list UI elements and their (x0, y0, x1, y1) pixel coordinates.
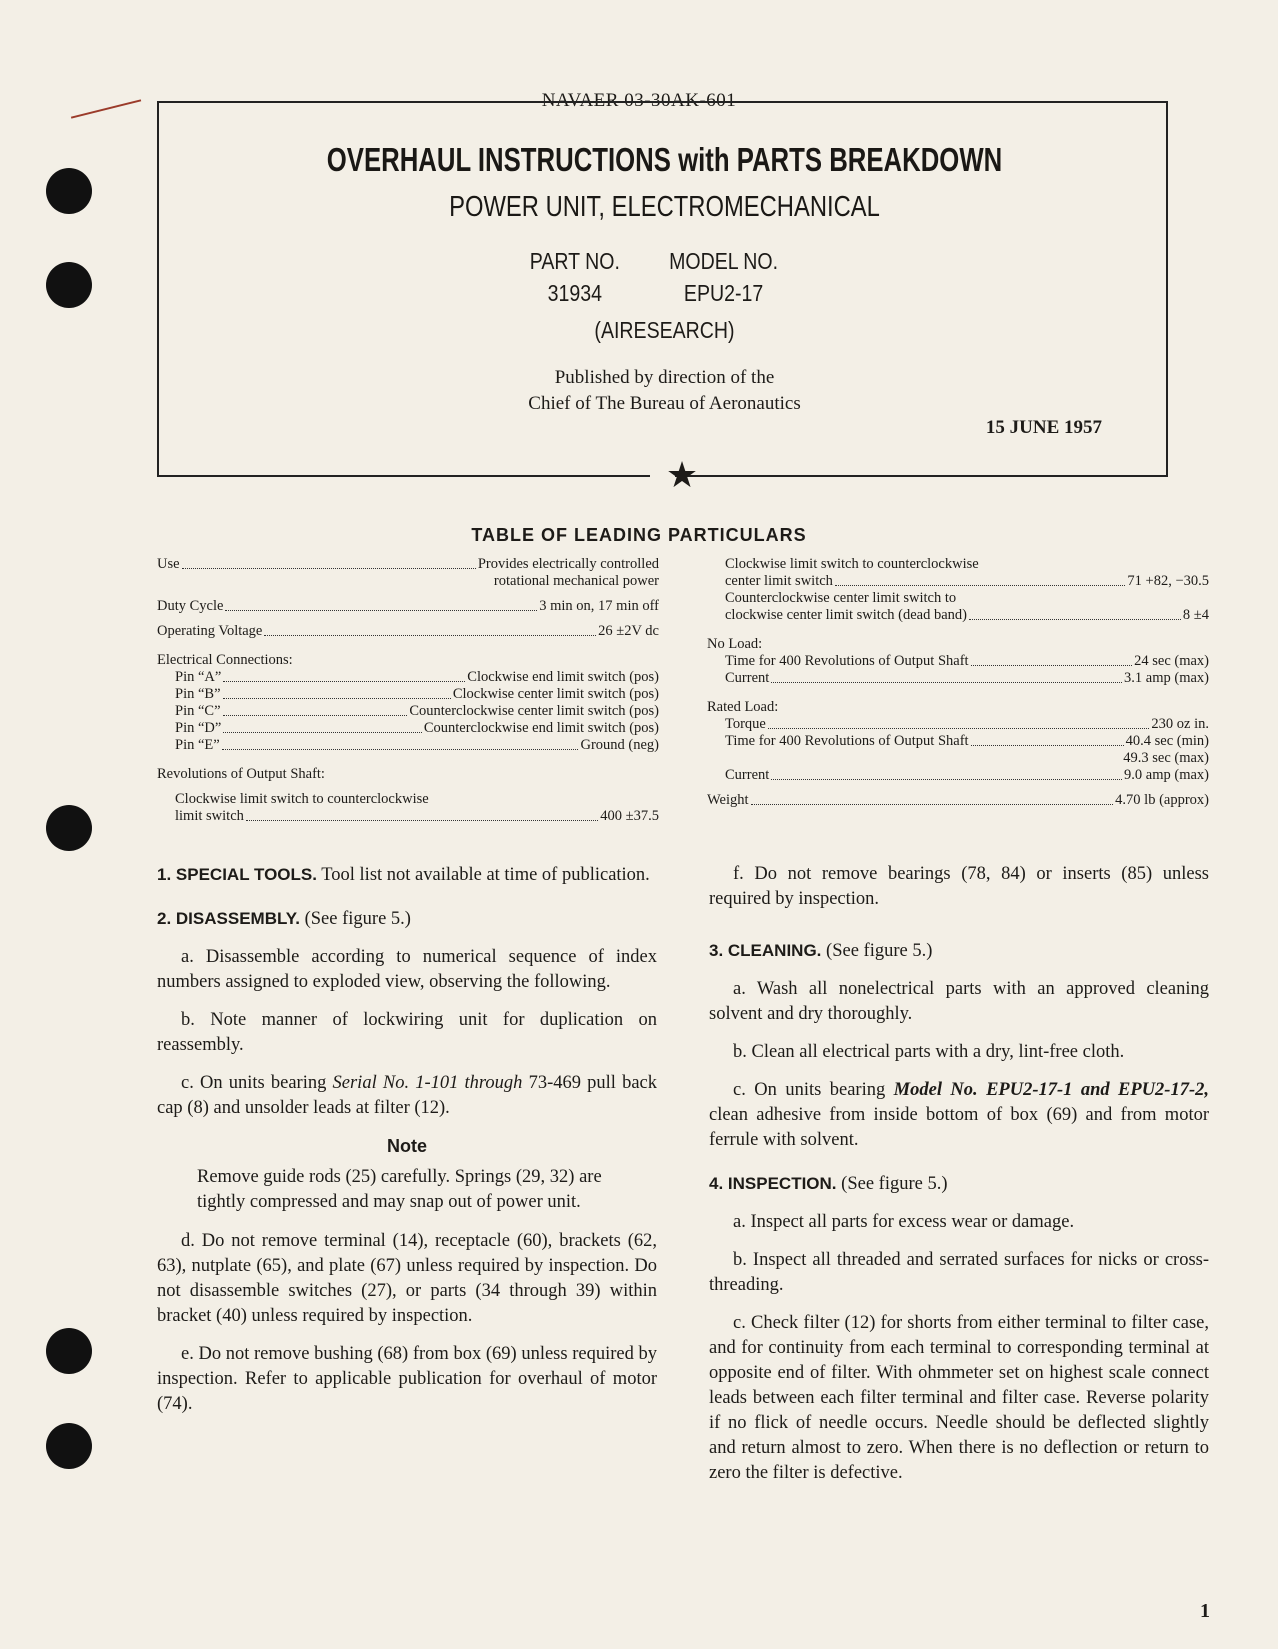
particulars-row (707, 767, 1209, 784)
section-2-heading: 2. DISASSEMBLY. (157, 909, 300, 928)
leader-dots (751, 804, 1114, 805)
particulars-value: Clockwise center limit switch (pos) (452, 686, 659, 702)
leader-dots (222, 749, 579, 750)
paragraph-3c-pre: c. On units bearing (733, 1080, 886, 1100)
leader-dots (835, 585, 1125, 586)
particulars-value: 3 min on, 17 min off (539, 598, 659, 614)
text-column-left (157, 862, 657, 1430)
text-column-right (709, 862, 1209, 1499)
model-label: MODEL NO. (669, 248, 779, 274)
paragraph-3a: a. Wash all nonelectrical parts with an approved cleaning solvent and dry thoroughly. (709, 979, 1209, 1024)
particulars-value-continued: rotational mechanical power (493, 573, 659, 589)
particulars-label: Weight (707, 792, 749, 808)
paragraph-3c-italic: Model No. EPU2-17-1 and EPU2-17-2, (893, 1080, 1209, 1100)
rule-left (157, 475, 650, 477)
particulars-label: Pin “B” (175, 686, 221, 702)
particulars-row (707, 607, 1209, 624)
section-1-text: Tool list not available at time of publication. (321, 865, 650, 885)
particulars-group-heading: Electrical Connections: (157, 652, 293, 668)
particulars-row (157, 737, 659, 754)
paragraph-3c (709, 1078, 1209, 1153)
paragraph-2a: a. Disassemble according to numerical sequence of index numbers assigned to exploded view, observing the following. (157, 947, 657, 992)
subtitle: POWER UNIT, ELECTROMECHANICAL (449, 191, 880, 223)
particulars-label: Pin “A” (175, 669, 222, 685)
particulars-text-line: Clockwise limit switch to counterclockwise (725, 556, 979, 572)
particulars-value: 71 +82, −30.5 (1127, 573, 1209, 589)
particulars-value: Clockwise end limit switch (pos) (467, 669, 659, 685)
leader-dots (971, 665, 1133, 666)
particulars-value: 26 ±2V dc (598, 623, 659, 639)
section-4-ref: (See figure 5.) (841, 1174, 948, 1194)
paragraph-3c-post: clean adhesive from inside bottom of box (69) and from motor ferrule with solvent. (709, 1105, 1209, 1150)
particulars-row (707, 670, 1209, 687)
paragraph-4a: a. Inspect all parts for excess wear or damage. (733, 1212, 1075, 1232)
paragraph-2b: b. Note manner of lockwiring unit for duplication on reassembly. (157, 1010, 657, 1055)
leader-dots (182, 568, 476, 569)
paragraph-2c (157, 1071, 657, 1121)
punch-hole-5 (46, 1423, 92, 1469)
note-text: Remove guide rods (25) carefully. Springs (29, 32) are tightly compressed and may snap out of power unit. (197, 1167, 602, 1212)
particulars-label: Pin “C” (175, 703, 221, 719)
model-value: EPU2-17 (683, 280, 764, 306)
particulars-row (157, 808, 659, 825)
leader-dots (225, 610, 537, 611)
particulars-group-heading: Revolutions of Output Shaft: (157, 766, 325, 782)
punch-hole-3 (46, 805, 92, 851)
section-special-tools (157, 862, 657, 888)
leader-dots (223, 732, 422, 733)
section-3-ref: (See figure 5.) (826, 941, 933, 961)
punch-hole-1 (46, 168, 92, 214)
particulars-label: Time for 400 Revolutions of Output Shaft (725, 733, 969, 749)
section-1-heading: 1. SPECIAL TOOLS. (157, 865, 317, 884)
note-heading: Note (387, 1136, 427, 1156)
paragraph-2c-italic: Serial No. 1-101 through (332, 1073, 523, 1093)
particulars-label: Duty Cycle (157, 598, 224, 614)
particulars-text-line: Counterclockwise center limit switch to (725, 590, 957, 606)
particulars-label: center limit switch (725, 573, 833, 589)
particulars-value: 40.4 sec (min) (1125, 733, 1209, 749)
leader-dots (969, 619, 1181, 620)
particulars-row (157, 669, 659, 686)
paragraph-3b: b. Clean all electrical parts with a dry, lint-free cloth. (733, 1042, 1125, 1062)
particulars-row (157, 598, 659, 615)
leader-dots (768, 728, 1150, 729)
leader-dots (264, 635, 596, 636)
particulars-label: clockwise center limit switch (dead band) (725, 607, 967, 623)
particulars-value-continued: 49.3 sec (max) (1123, 750, 1209, 766)
particulars-value: Ground (neg) (580, 737, 659, 753)
star-icon: ★ (665, 455, 699, 496)
particulars-value: 9.0 amp (max) (1124, 767, 1209, 783)
particulars-right-column (707, 556, 1209, 809)
leader-dots (246, 820, 598, 821)
title-box (157, 101, 1168, 475)
leader-dots (971, 745, 1124, 746)
leader-dots (771, 779, 1122, 780)
particulars-group-heading: Rated Load: (707, 699, 779, 715)
leader-dots (223, 681, 465, 682)
publication-date: 15 JUNE 1957 (985, 417, 1102, 438)
particulars-value: Provides electrically controlled (477, 556, 659, 572)
publisher-line-1: Published by direction of the (554, 367, 775, 388)
particulars-label: Current (725, 670, 770, 686)
particulars-row (707, 792, 1209, 809)
paragraph-4b: b. Inspect all threaded and serrated surfaces for nicks or cross-threading. (709, 1250, 1209, 1295)
part-label: PART NO. (529, 248, 620, 274)
particulars-label: Pin “D” (175, 720, 222, 736)
main-title: OVERHAUL INSTRUCTIONS with PARTS BREAKDOWN (326, 141, 1003, 178)
particulars-value: 4.70 lb (approx) (1115, 792, 1209, 808)
section-2-ref: (See figure 5.) (304, 909, 411, 929)
particulars-value: 230 oz in. (1151, 716, 1209, 732)
particulars-row (157, 686, 659, 703)
punch-hole-4 (46, 1328, 92, 1374)
particulars-value: 3.1 amp (max) (1124, 670, 1209, 686)
paragraph-2c-post: 73-469 pull back cap (8) and unsolder leads at filter (12). (157, 1073, 658, 1118)
leader-dots (223, 715, 408, 716)
particulars-label: Use (157, 556, 180, 572)
page-number: 1 (1200, 1600, 1210, 1622)
paragraph-2f: f. Do not remove bearings (78, 84) or inserts (85) unless required by inspection. (709, 864, 1209, 909)
particulars-value: 24 sec (max) (1134, 653, 1209, 669)
particulars-value: 400 ±37.5 (600, 808, 659, 824)
paragraph-4c: c. Check filter (12) for shorts from either terminal to filter case, and for continuity from each terminal to corresponding terminal at opposite end of filter. With ohmmeter set on highest scale connect leads between each filter terminal and filter case. Reverse polarity if no flick of needle occurs. Needle should be deflected slightly and return almost to zero. When there is no deflection or return to zero the filter is defective. (709, 1313, 1209, 1483)
section-4-heading: 4. INSPECTION. (709, 1174, 837, 1193)
particulars-row (707, 733, 1209, 750)
section-disassembly-heading (157, 906, 657, 932)
particulars-title: TABLE OF LEADING PARTICULARS (471, 525, 807, 545)
leader-dots (771, 682, 1122, 683)
section-cleaning-heading (709, 938, 1209, 964)
particulars-row (157, 703, 659, 720)
leader-dots (223, 698, 451, 699)
document-number: NAVAER 03-30AK-601 (541, 90, 737, 111)
particulars-row (707, 716, 1209, 733)
particulars-left-column (157, 556, 659, 825)
particulars-label: Current (725, 767, 770, 783)
particulars-row (157, 623, 659, 640)
particulars-row (157, 556, 659, 573)
model-number-col (630, 245, 817, 309)
particulars-label: Torque (725, 716, 766, 732)
section-3-heading: 3. CLEANING. (709, 941, 822, 960)
particulars-text-line: Clockwise limit switch to counterclockwise (175, 791, 429, 807)
publisher-statement (159, 365, 1170, 417)
particulars-row (707, 653, 1209, 670)
particulars-value: Counterclockwise end limit switch (pos) (423, 720, 659, 736)
rule-right (675, 475, 1168, 477)
particulars-label: Operating Voltage (157, 623, 263, 639)
publisher-line-2: Chief of The Bureau of Aeronautics (528, 393, 801, 414)
particulars-value: 8 ±4 (1182, 607, 1209, 623)
paragraph-2c-pre: c. On units bearing (181, 1073, 327, 1093)
particulars-row (707, 573, 1209, 590)
particulars-row (157, 720, 659, 737)
particulars-label: Time for 400 Revolutions of Output Shaft (725, 653, 969, 669)
manufacturer: (AIRESEARCH) (594, 317, 735, 343)
particulars-label: Pin “E” (175, 737, 220, 753)
particulars-label: limit switch (175, 808, 244, 824)
paragraph-2e: e. Do not remove bushing (68) from box (69) unless required by inspection. Refer to applicable publication for overhaul of motor (74). (157, 1344, 657, 1414)
section-inspection-heading (709, 1171, 1209, 1197)
part-value: 31934 (547, 280, 603, 306)
punch-hole-2 (46, 262, 92, 308)
particulars-group-heading: No Load: (707, 636, 763, 652)
paragraph-2d: d. Do not remove terminal (14), receptacle (60), brackets (62, 63), nutplate (65), and plate (67) unless required by inspection. Do not disassemble switches (27), or parts (34 through 39) within bracket (40) unless required by inspection. (157, 1231, 657, 1326)
particulars-value: Counterclockwise center limit switch (pos) (409, 703, 659, 719)
